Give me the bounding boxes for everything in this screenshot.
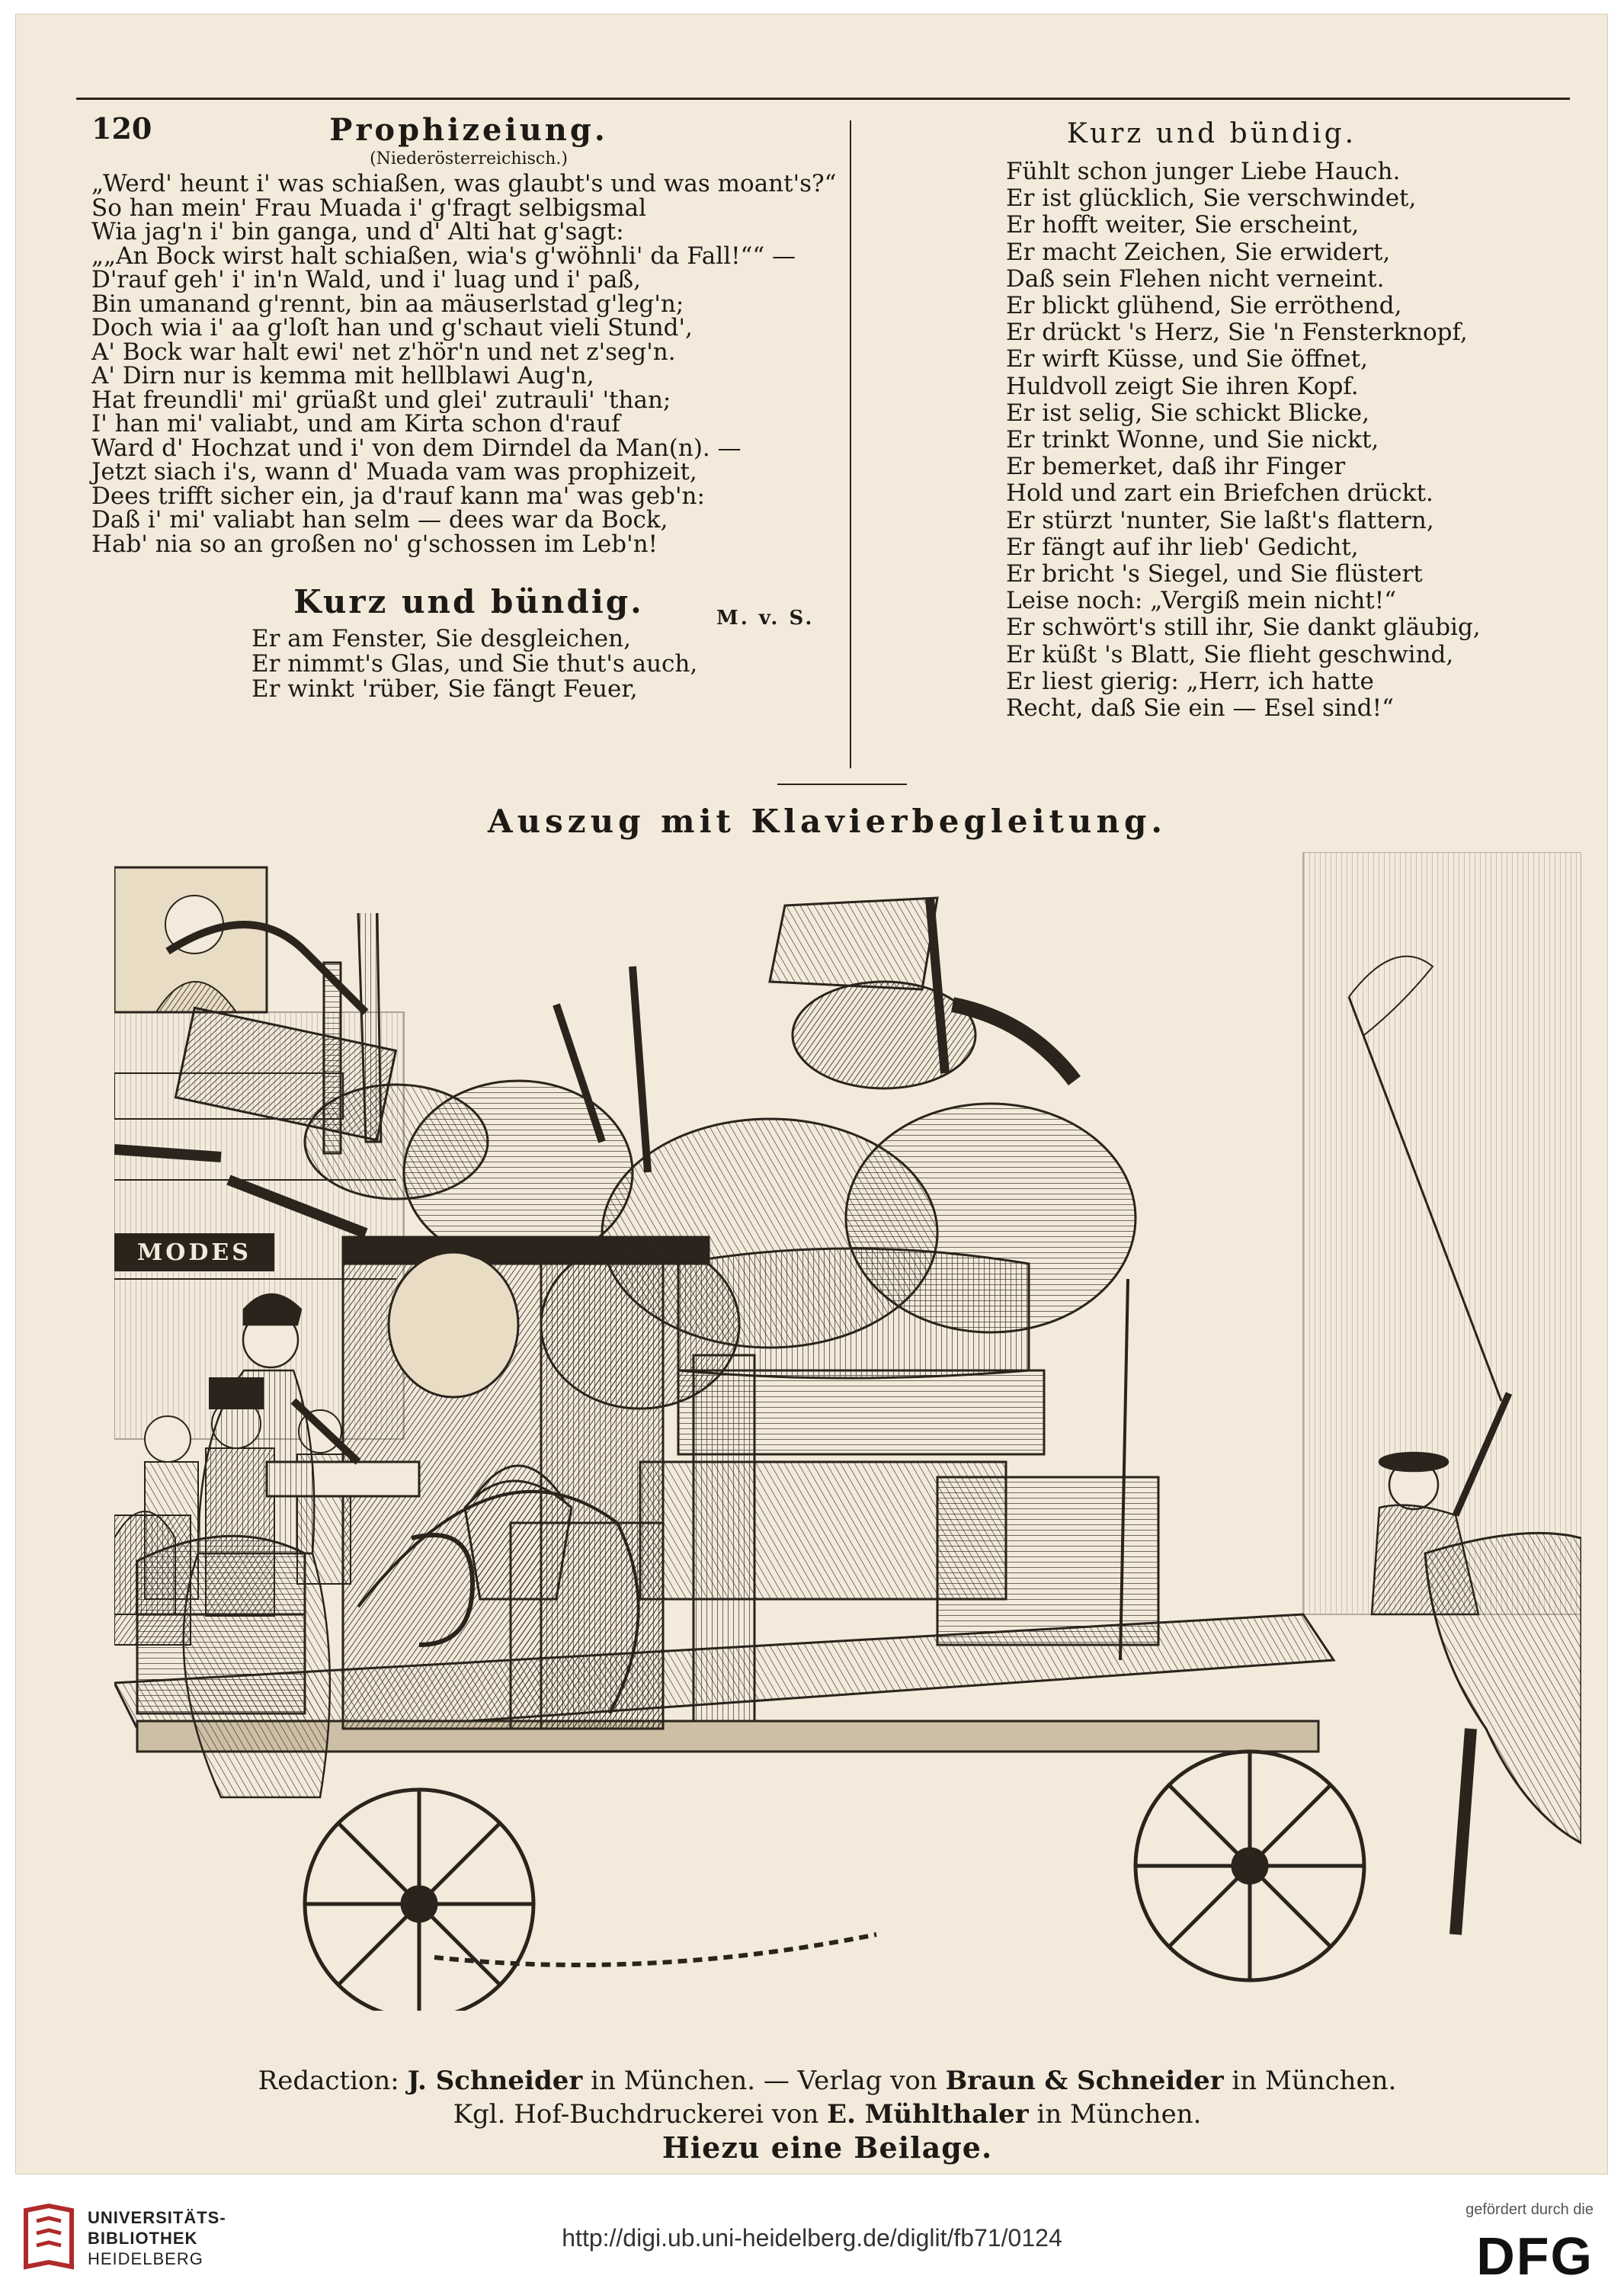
- imprint-redaction-prefix: Redaction:: [258, 2066, 408, 2096]
- imprint-publisher: Braun & Schneider: [945, 2066, 1224, 2096]
- shop-sign: [114, 1233, 274, 1271]
- poem-kurz-right-line: Er stürzt 'nunter, Sie laßt's flattern,: [1006, 506, 1434, 534]
- imprint-suffix-2: in München.: [1028, 2099, 1202, 2130]
- poem-prophizeiung-line: A' Bock war halt ewi' net z'hör'n und net z'seg'n.: [91, 338, 676, 366]
- poem-kurz-right-line: Er küßt 's Blatt, Sie flieht geschwind,: [1006, 640, 1454, 668]
- poem-prophizeiung-line: I' han mi' valiabt, und am Kirta schon d'rauf: [91, 410, 620, 438]
- poem-prophizeiung-line: Dees trifft sicher ein, ja d'rauf kann ma' was geb'n:: [91, 482, 705, 510]
- poem-kurz-title-right: Kurz und bündig.: [1066, 118, 1357, 149]
- poem-kurz-right-line: Er ist glücklich, Sie verschwindet,: [1006, 184, 1417, 213]
- poem-kurz-right-line: Daß sein Flehen nicht verneint.: [1006, 264, 1385, 293]
- imprint-printer: E. Mühlthaler: [827, 2099, 1029, 2130]
- poem-kurz-right-line: Recht, daß Sie ein — Esel sind!“: [1006, 694, 1394, 723]
- poem-kurz-right-line: Er fängt auf ihr lieb' Gedicht,: [1006, 533, 1359, 561]
- poem-kurz-right-line: Hold und zart ein Briefchen drückt.: [1006, 479, 1433, 508]
- poem-kurz-right-line: Er blickt glühend, Sie erröthend,: [1006, 292, 1402, 320]
- imprint: [15, 2064, 1608, 2165]
- permalink-url[interactable]: http://digi.ub.uni-heidelberg.de/diglit/fb71/0124: [562, 2224, 1062, 2252]
- poem-kurz-right-line: Fühlt schon junger Liebe Hauch.: [1006, 158, 1401, 185]
- imprint-suffix-1: in München.: [1223, 2066, 1397, 2096]
- poem-signature: M. v. S.: [716, 607, 815, 630]
- poem-kurz-body-right: [869, 158, 1555, 723]
- imprint-mid: in München. — Verlag von: [582, 2066, 946, 2096]
- library-name-line-1: UNIVERSITÄTS-: [88, 2208, 226, 2227]
- poem-kurz-right-line: Er schwört's still ihr, Sie dankt gläubig,: [1006, 614, 1481, 642]
- poem-kurz-right-line: Er macht Zeichen, Sie erwidert,: [1006, 238, 1391, 266]
- imprint-editor: J. Schneider: [407, 2066, 583, 2096]
- section-rule: [777, 784, 907, 785]
- funding-note: gefördert durch die: [1465, 2201, 1594, 2218]
- illustration-title: Auszug mit Klavierbegleitung.: [488, 803, 1167, 840]
- right-column: [869, 111, 1555, 723]
- poem-kurz-right-line: Er liest gierig: „Herr, ich hatte: [1006, 667, 1374, 695]
- library-name-line-3: HEIDELBERG: [88, 2249, 203, 2268]
- poem-kurz-right-line: Er bemerket, daß ihr Finger: [1006, 453, 1346, 481]
- poem-prophizeiung-line: Wia jag'n i' bin ganga, und d' Alti hat g'sagt:: [91, 218, 624, 245]
- poem-prophizeiung-line: Ward d' Hochzat und i' von dem Dirndel da Man(n). —: [91, 434, 742, 462]
- cart-illustration: [114, 852, 1581, 2011]
- poem-kurz-left-line: Er nimmt's Glas, und Sie thut's auch,: [251, 650, 698, 678]
- scanned-page: [15, 14, 1608, 2175]
- imprint-line-2: [15, 2098, 1608, 2131]
- poem-kurz-right-line: Er trinkt Wonne, und Sie nickt,: [1006, 426, 1379, 454]
- poem-kurz-title-left: Kurz und bündig.: [293, 583, 644, 620]
- poem-kurz-right-line: Er wirft Küsse, und Sie öffnet,: [1006, 345, 1368, 373]
- column-divider: [850, 120, 851, 768]
- digital-library-footer: [0, 2181, 1624, 2295]
- supplement-note: Hiezu eine Beilage.: [661, 2130, 993, 2165]
- poem-prophizeiung-line: Daß i' mi' valiabt han selm — dees war da Bock,: [91, 506, 668, 534]
- library-name-line-2: BIBLIOTHEK: [88, 2229, 198, 2248]
- dfg-logo: DFG: [1476, 2226, 1594, 2286]
- poem-kurz-right-line: Er drückt 's Herz, Sie 'n Fensterknopf,: [1006, 319, 1468, 347]
- poem-kurz-right-line: Er hofft weiter, Sie erscheint,: [1006, 211, 1360, 239]
- poem-kurz-left-line: Er winkt 'rüber, Sie fängt Feuer,: [251, 675, 638, 703]
- poem-prophizeiung-line: D'rauf geh' i' in'n Wald, und i' luag und i' paß,: [91, 266, 641, 293]
- header-rule: [76, 98, 1570, 100]
- imprint-printer-prefix: Kgl. Hof-Buchdruckerei von: [453, 2099, 828, 2130]
- poem-prophizeiung-line: Doch wia i' aa g'loſt han und g'schaut vieli Stund',: [91, 314, 693, 341]
- poem-prophizeiung-line: Jetzt siach i's, wann d' Muada vam was prophizeit,: [91, 458, 697, 486]
- poem-kurz-right-line: Er ist selig, Sie schickt Blicke,: [1006, 399, 1369, 427]
- poem-prophizeiung-line: Hab' nia so an großen no' g'schossen im Leb'n!: [91, 530, 658, 558]
- poem-prophizeiung-title: Prophizeiung.: [329, 112, 608, 148]
- poem-kurz-left-line: Er am Fenster, Sie desgleichen,: [251, 625, 631, 652]
- poem-kurz-body-left: [91, 627, 846, 702]
- poem-prophizeiung-body: [91, 172, 846, 556]
- shop-sign-text: MODES: [137, 1239, 251, 1266]
- poem-prophizeiung-line: „„An Bock wirst halt schiaßen, wia's g'wöhnli' da Fall!““ —: [91, 242, 796, 270]
- poem-kurz-right-line: Huldvoll zeigt Sie ihren Kopf.: [1006, 372, 1359, 400]
- poem-kurz-right-line: Leise noch: „Vergiß mein nicht!“: [1006, 587, 1397, 615]
- poem-prophizeiung-line: So han mein' Frau Muada i' g'fragt selbigsmal: [91, 194, 647, 222]
- poem-prophizeiung-line: Hat freundli' mi' grüaßt und glei' zutrauli' 'than;: [91, 386, 671, 414]
- poem-prophizeiung-line: Bin umanand g'rennt, bin aa mäuserlstad g'leg'n;: [91, 290, 684, 318]
- poem-kurz-right-line: Er bricht 's Siegel, und Sie flüstert: [1006, 560, 1423, 588]
- imprint-line-1: [15, 2064, 1608, 2098]
- poem-prophizeiung-subtitle: (Niederösterreichisch.): [370, 149, 568, 168]
- poem-prophizeiung-line: A' Dirn nur is kemma mit hellblawi Aug'n,: [91, 362, 594, 389]
- page-number: 120: [91, 111, 152, 146]
- poem-prophizeiung-line: „Werd' heunt i' was schiaßen, was glaubt's und was moant's?“: [91, 170, 837, 197]
